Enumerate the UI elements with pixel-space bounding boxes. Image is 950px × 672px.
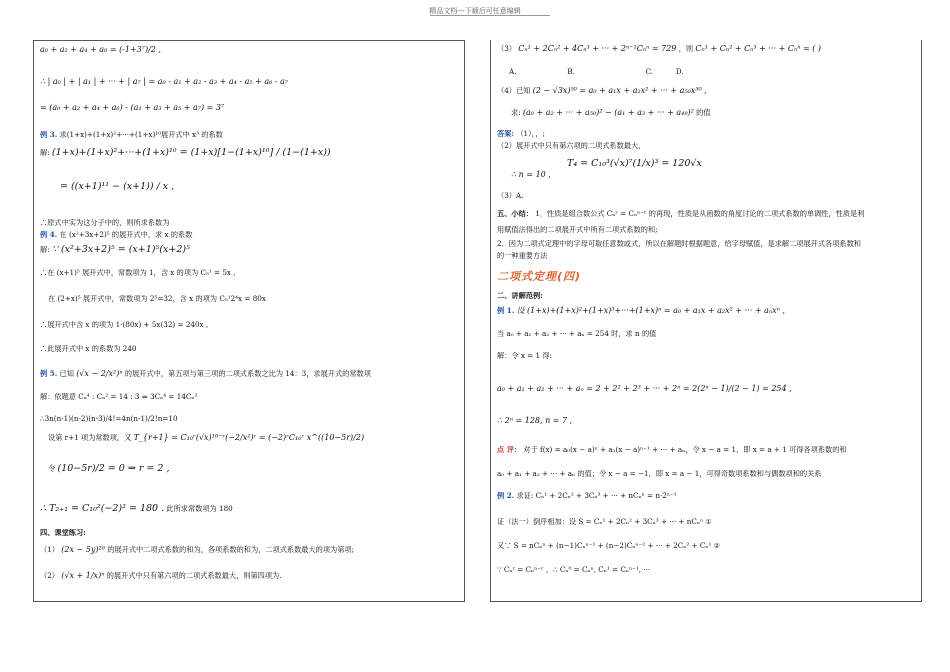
comment-b: a₀ + a₁ + a₂ + ··· + aₙ 的值；令 x − a = −1，即 x = a − 1，可得奇数项系数和与偶数项和的关系 [497,470,822,478]
summary-1b: 用赋值法得出的二项展开式中所有二项式系数的和; [497,226,658,234]
example-5-expr: (√x − 2/x²)ⁿ [76,369,123,378]
practice-2-text: 的展开式中只有第六项的二项式系数最大，则第四项为. [106,571,282,580]
example-5-equation: (10−5r)/2 = 0 ⇒ r = 2 , [57,463,170,474]
practice-3-expr: Cₙ¹ + 2Cₙ² + 4Cₙ³ + ··· + 2ⁿ⁻¹Cₙⁿ = 729 [518,44,677,53]
example-4-solution [40,244,458,255]
example-1-formula: a₀ + a₁ + a₂ + ··· + aₙ = 2 + 2² + 2³ + ··· + 2ⁿ = 2(2ⁿ − 1)/(2 − 1) = 254 , [497,384,792,393]
example-5-step-a: ∴3n(n-1)(n-2)(n-3)/4!=4n(n-1)/2!n=10 [40,415,178,423]
example-5 [40,369,458,379]
example-3 [40,131,458,140]
summary-2b: 的一种重要方法 [497,252,548,260]
example-5-solution: 解：依题意 Cₙ⁴ : Cₙ² = 14 : 3 ⇒ 3Cₙ⁴ = 14Cₙ² [40,393,198,401]
option-b: B. [567,68,575,76]
line-abs-sum: ∴ | a₀ | + | a₁ | + ··· + | a₇ | = a₀ - a₁ + a₂ - a₃ + a₄ - a₅ + a₆ - a₇ [40,77,289,86]
summary-1 [497,210,915,219]
example-4-step-d: ∴此展开式中 x 的系数为 240 [40,345,137,353]
example-3-fraction: = ((x+1)¹¹ − (x+1)) / x , [60,181,175,192]
practice-3-expr2: Cₙ¹ + Cₙ² + Cₙ³ + ··· + Cₙⁿ = ( ) [695,44,822,53]
section-2-title: 二、讲解范例: [497,292,543,300]
summary-1-text: 1．性质是组合数公式 Cₙʳ = Cₙⁿ⁻ʳ 的再现，性质是从函数的角度讨论的二项式系数的单调性，性质是利 [535,210,865,218]
practice-3-text: ，则 [678,44,694,53]
example-4-factor: ∵ (x²+3x+2)⁵ = (x+1)⁵(x+2)⁵ [51,244,190,255]
practice-1 [40,545,458,555]
comment-text: 对于 f(x) = a₀(x − a)ⁿ + a₁(x − a)ⁿ⁻¹ + ··· + aₙ，令 x − a = 1，即 x = a + 1 可得各项系数的和 [523,446,847,454]
answer-1: （1），，; [516,130,545,138]
example-2-text: 求证: Cₙ¹ + 2Cₙ² + 3Cₙ³ + ··· + nCₙⁿ = n·2ⁿ⁻¹ [516,492,677,500]
practice-4-ask [511,108,915,118]
example-4-step-c: ∴展开式中含 x 的项为 1·(80x) + 5x(32) = 240x , [40,321,209,329]
practice-1-num: （1） [40,545,59,554]
option-c: C. [645,68,654,76]
example-3-solution [40,147,458,158]
practice-2-expr: (√x + 1/x)ⁿ [61,571,105,580]
practice-4-expr2: (a₀ + a₂ + ··· + a₅₀)² − (a₁ + a₃ + ··· + a₄₉)² [522,108,694,117]
line-abs-result: = (a₀ + a₂ + a₄ + a₆) - (a₁ + a₃ + a₅ + a₇) = 3⁷ [40,103,225,112]
example-5-label: 例 5. [40,369,58,378]
answers-label: 答案: [497,130,515,138]
practice-1-text: 的展开式中二项式系数的和为，各项系数的和为，二项式系数最大的项为第项; [107,545,355,554]
practice-4-ask-label: 求: [511,108,521,117]
example-4-step-b: 在 (2+x)⁵ 展开式中，常数项为 2⁵=32，含 x 的项为 C₅¹2⁴x = 80x [48,295,266,303]
example-2-label: 例 2. [497,492,515,500]
comment-label: 点 评： [497,446,522,454]
practice-2 [40,571,458,581]
practice-1-expr: (2x − 5y)²⁰ [61,545,105,554]
example-3-label: 例 3. [40,131,58,139]
answers [497,130,915,139]
example-5-pre: 已知 [59,369,74,378]
example-2-proof-2: 又∵ S = nCₙⁿ + (n−1)Cₙⁿ⁻¹ + (n−2)Cₙⁿ⁻² + ··· + 2Cₙ² + Cₙ¹ ② [497,542,721,550]
example-5-step-b-pre: 设第 r+1 项为常数项，又 [48,433,132,442]
section-title-art: 二项式定理(四) [497,270,582,283]
summary-2: 2．因为二项式定理中的字母可取任意数或式，所以在解题时根据题意，给字母赋值，是求解二项展开式各项系数和 [497,240,861,248]
right-column [490,40,922,602]
example-5-result: ∴ T₂₊₁ = C₁₀²(−2)² = 180 . [40,503,165,514]
summary-label: 五、小结： [497,210,533,218]
example-1-text: 设 (1+x)+(1+x)²+(1+x)³+···+(1+x)ⁿ = a₀ + a₁x + a₂x² + ··· + aₙxⁿ , [516,306,785,315]
answer-2: （2）展开式中只有第六项的二项式系数最大， [497,142,646,150]
practice-4 [497,86,915,96]
example-4-label: 例 4. [40,231,58,239]
example-3-conclusion: ∴原式中实为这分子中的，则所求系数为 [40,219,170,227]
example-5-step-b [48,433,458,443]
example-2-proof-1: 证（法一）倒序相加：设 S = Cₙ¹ + 2Cₙ² + 3Cₙ³ + ··· + nCₙⁿ ① [497,518,712,526]
practice-4-num: （4）已知 [497,86,531,95]
example-1 [497,306,915,316]
comment [497,446,915,455]
answer-3: （3）A. [497,192,524,200]
practice-2-num: （2） [40,571,59,580]
example-4-step-a: ∴在 (x+1)⁵ 展开式中，常数项为 1，含 x 的项为 C₅¹ = 5x , [40,269,236,277]
practice-3 [497,44,915,54]
example-3-text: 求(1+x)+(1+x)²+···+(1+x)¹⁰展开式中 x³ 的系数 [59,131,223,139]
option-a: A. [509,68,517,76]
answer-2-formula: T₄ = C₁₀³(√x)⁷(1/x)³ = 120√x [567,158,702,169]
example-1-result: ∴ 2ⁿ = 128, n = 7 , [497,416,573,425]
example-5-step-d [40,503,458,514]
header-rule [430,15,550,16]
answer-2-n: ∴ n = 10 , [511,170,551,179]
example-2 [497,492,915,501]
example-1-label: 例 1. [497,306,515,315]
example-1-condition: 当 a₀ + a₁ + a₂ + ··· + aₙ = 254 时，求 n 的值 [497,330,657,338]
line-sum-even: a₀ + a₂ + a₄ + a₆ = (-1+3⁷)/2 , [40,45,161,54]
option-d: D. [675,68,684,76]
example-5-step-c-pre: 令 [48,464,56,473]
example-5-result-text: 此所求常数项为 180 [166,504,233,513]
example-2-proof-3: ∵ Cₙʳ = Cₙⁿ⁻ʳ ，∴ Cₙ⁰ = Cₙⁿ, Cₙ¹ = Cₙⁿ⁻¹, ··· [497,566,651,574]
example-4-text: 在 (x²+3x+2)⁵ 的展开式中，求 x 的系数 [59,231,193,239]
page-header: 精品文档---下载后可任意编辑 [429,7,521,15]
example-4 [40,231,458,240]
solution-label: 解: [40,148,50,157]
example-5-general-term: T_{r+1} = C₁₀ʳ(√x)¹⁰⁻ʳ(−2/x²)ʳ = (−2)ʳC₁₀ʳ x^((10−5r)/2) [133,433,365,442]
practice-3-options [509,68,915,77]
left-column [33,40,465,602]
example-1-solution: 解：令 x = 1 得: [497,352,552,360]
example-5-text: 的展开式中，第五项与第三项的二项式系数之比为 14：3，求展开式的常数项 [124,369,371,378]
solution-label: 解: [40,245,50,254]
practice-4-expr: (2 − √3x)⁵⁰ = a₀ + a₁x + a₂x² + ··· + a₅₀x⁵⁰ , [532,86,707,95]
practice-3-num: （3） [497,44,516,53]
example-5-step-c [48,463,458,474]
practice-4-tail: 的值 [696,108,711,117]
example-3-formula: (1+x)+(1+x)²+···+(1+x)¹⁰ = (1+x)[1−(1+x)¹⁰] / (1−(1+x)) [51,147,331,158]
section-4-title: 四、课堂练习: [40,529,86,537]
